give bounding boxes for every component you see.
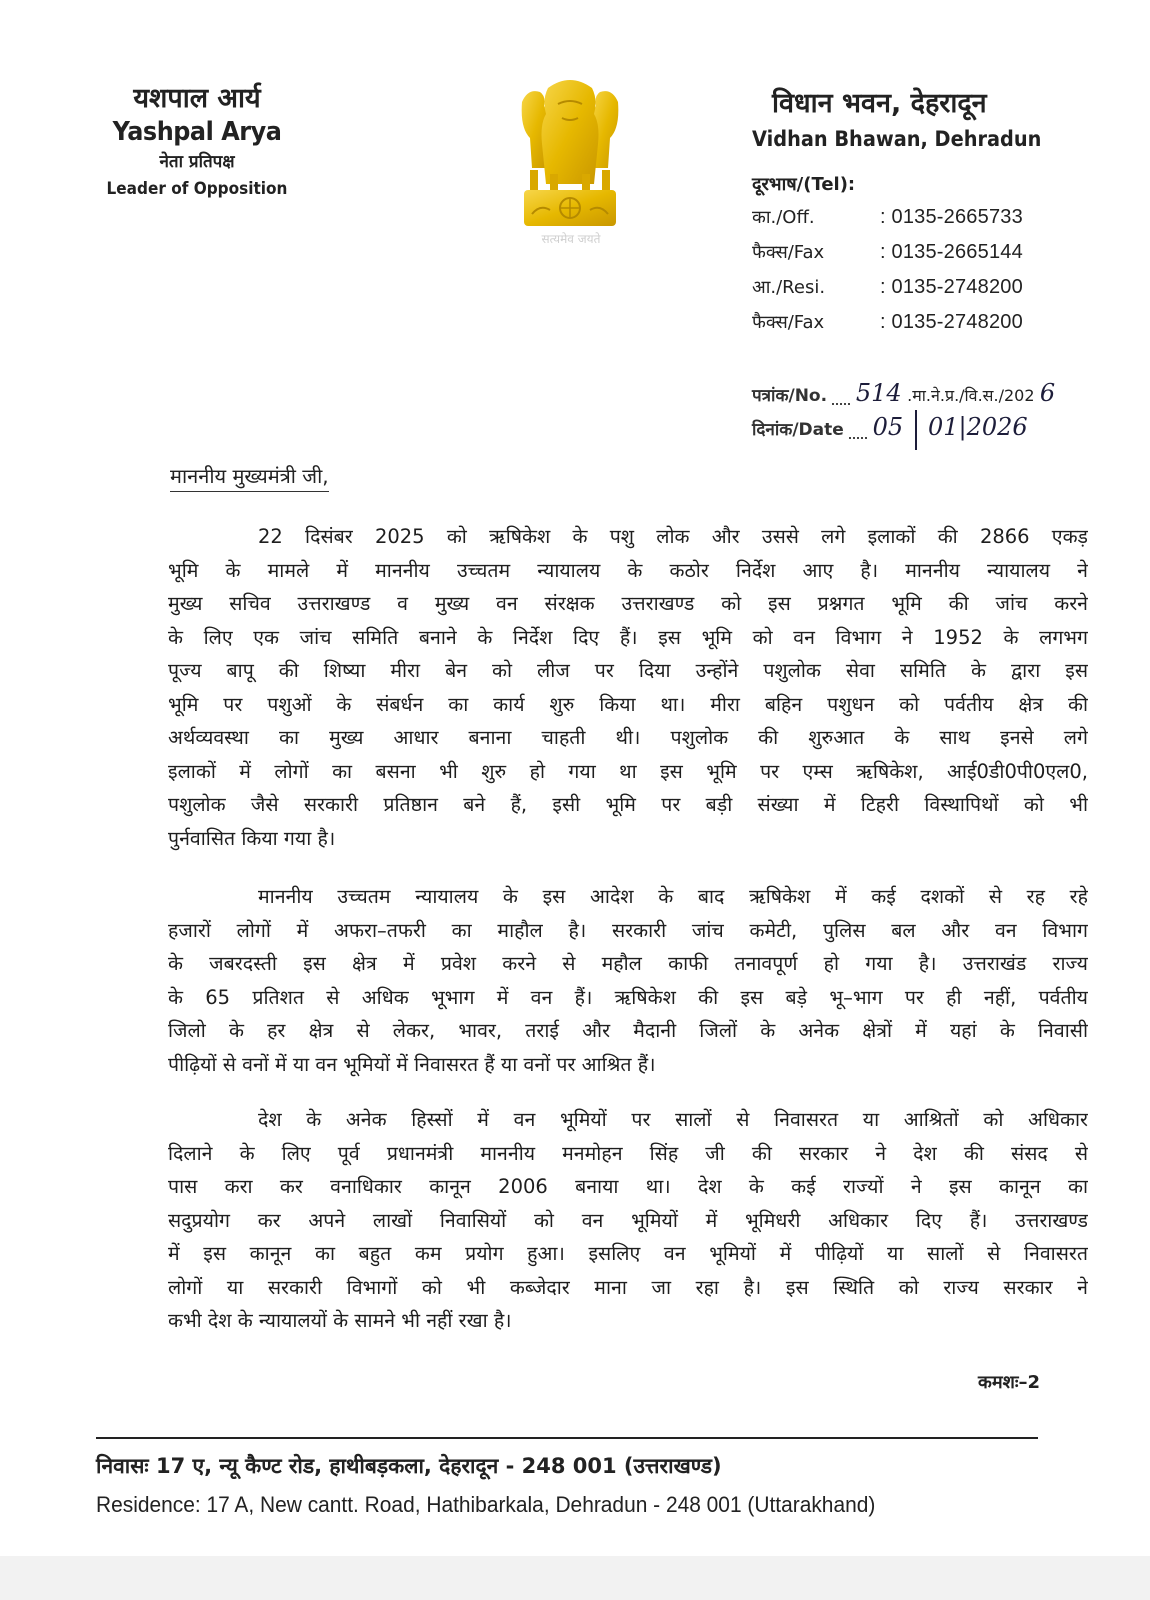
office-place-english: Vidhan Bhawan, Dehradun	[752, 127, 1042, 151]
date-label: दिनांक/Date	[752, 420, 844, 440]
text-line: पूज्य बापू की शिष्या मीरा बेन को लीज पर दिया उन्होंने पशुलोक सेवा समिति के द्वारा इस	[168, 659, 1088, 682]
phone-number: : 0135-2748200	[880, 276, 1023, 298]
text-line: सदुप्रयोग कर अपने लाखों निवासियों को वन भूमियों में भूमिधरी अधिकार दिए हैं। उत्तराखण्ड	[168, 1208, 1088, 1232]
office-block	[752, 84, 1112, 340]
text-line: पास करा कर वनाधिकार कानून 2006 बनाया था। देश के कई राज्यों ने इस कानून का	[168, 1175, 1088, 1198]
phone-label: का./Off.	[752, 207, 815, 228]
text-line: माननीय उच्चतम न्यायालय के इस आदेश के बाद ऋषिकेश में कई दशकों से रह रहे	[258, 885, 1088, 908]
text-line: भूमि के मामले में माननीय उच्चतम न्यायालय के कठोर निर्देश आए है। माननीय न्यायालय ने	[168, 558, 1088, 582]
footer-divider	[96, 1437, 1038, 1439]
text-line: के 65 प्रतिशत से अधिक भूभाग में वन हैं। ऋषिकेश की इस बड़े भू–भाग पर ही नहीं, पर्वतीय	[168, 985, 1088, 1009]
phone-row-office	[752, 200, 1112, 235]
text-line: पुर्नवासित किया गया है।	[168, 826, 336, 850]
office-place-hindi: विधान भवन, देहरादून	[772, 88, 987, 119]
text-line: के जबरदस्ती इस क्षेत्र में प्रवेश करने से महौल काफी तनावपूर्ण हो गया है। उत्तराखंड राज्य	[168, 952, 1088, 975]
reference-label: पत्रांक/No.	[752, 386, 828, 406]
text-line: देश के अनेक हिस्सों में वन भूमियों पर सालों से निवासरत या आश्रितों को अधिकार	[258, 1108, 1088, 1131]
text-line: लोगों या सरकारी विभागों को भी कब्जेदार माना जा रहा है। इस स्थिति को राज्य सरकार ने	[168, 1275, 1088, 1299]
phone-row-residence-fax	[752, 305, 1112, 340]
reference-block	[752, 376, 1112, 444]
date-separator	[915, 410, 917, 450]
phone-row-office-fax	[752, 235, 1112, 270]
text-line: में इस कानून का बहुत कम प्रयोग हुआ। इसलिए वन भूमियों में पीढ़ियों या सालों से निवासरत	[168, 1242, 1088, 1265]
text-line: हजारों लोगों में अफरा–तफरी का माहौल है। सरकारी जांच कमेटी, पुलिस बल और वन विभाग	[168, 918, 1088, 942]
date-row	[752, 410, 1112, 444]
reference-number-handwritten: 514	[855, 379, 902, 407]
text-line: मुख्य सचिव उत्तराखण्ड व मुख्य वन संरक्षक उत्तराखण्ड को इस प्रश्नगत भूमि की जांच करने	[168, 592, 1088, 615]
sender-name-english: Yashpal Arya	[112, 117, 282, 147]
sender-block	[92, 82, 302, 202]
emblem-motto: सत्यमेव जयते	[541, 232, 601, 246]
phone-number: : 0135-2748200	[880, 311, 1023, 333]
text-line: दिलाने के लिए पूर्व प्रधानमंत्री माननीय मनमोहन सिंह जी की सरकार ने देश की संसद से	[168, 1141, 1088, 1165]
text-line: इलाकों में लोगों का बसना भी शुरु हो गया था इस भूमि पर एम्स ऋषिकेश, आई0डी0पी0एल0,	[168, 759, 1088, 783]
phone-label: फैक्स/Fax	[752, 242, 825, 263]
phone-label: आ./Resi.	[752, 277, 826, 298]
national-emblem-icon	[510, 74, 630, 254]
phone-label: फैक्स/Fax	[752, 312, 825, 333]
reference-year-digit: 6	[1039, 379, 1056, 407]
phone-number: : 0135-2665144	[880, 241, 1023, 263]
residence-address-english: Residence: 17 A, New cantt. Road, Hathibarkala, Dehradun - 248 001 (Uttarakhand)	[96, 1492, 876, 1517]
telephone-heading: दूरभाष/(Tel):	[752, 174, 856, 195]
reference-suffix: .मा.ने.प्र./वि.स./202	[907, 386, 1035, 405]
paragraph-2	[168, 880, 1088, 1081]
text-line: अर्थव्यवस्था का मुख्य आधार बनाना चाहती थी। पशुलोक की शुरुआत के साथ इनसे लगे	[168, 726, 1088, 749]
text-line: 22 दिसंबर 2025 को ऋषिकेश के पशु लोक और उससे लगे इलाकों की 2866 एकड़	[258, 525, 1088, 548]
paragraph-1	[168, 520, 1088, 855]
text-line: के लिए एक जांच समिति बनाने के निर्देश दिए हैं। इस भूमि को वन विभाग ने 1952 के लगभग	[168, 625, 1088, 649]
text-line: जिलो के हर क्षेत्र से लेकर, भावर, तराई और मैदानी जिलों के अनेक क्षेत्रों में यहां के निवासी	[168, 1019, 1088, 1042]
text-line: भूमि पर पशुओं के संबर्धन का कार्य शुरु किया था। मीरा बहिन पशुधन को पर्वतीय क्षेत्र की	[168, 692, 1088, 716]
date-month-year-handwritten: 01|2026	[927, 413, 1028, 441]
paragraph-3	[168, 1103, 1088, 1338]
sender-name-hindi: यशपाल आर्य	[133, 83, 261, 114]
reference-number-row	[752, 376, 1112, 410]
text-line: पीढ़ियों से वनों में या वन भूमियों में निवासरत हैं या वनों पर आश्रित हैं।	[168, 1052, 656, 1076]
phone-number: : 0135-2665733	[880, 206, 1023, 228]
date-day-handwritten: 05	[872, 413, 904, 441]
sender-role-english: Leader of Opposition	[106, 179, 288, 199]
residence-address-hindi: निवासः 17 ए, न्यू कैण्ट रोड, हाथीबड़कला, देहरादून - 248 001 (उत्तराखण्ड)	[96, 1454, 722, 1478]
text-line: कभी देश के न्यायालयों के सामने भी नहीं रखा है।	[168, 1309, 512, 1332]
text-line: पशुलोक जैसे सरकारी प्रतिष्ठान बने हैं, इसी भूमि पर बड़ी संख्या में टिहरी विस्थापिथों को भी	[168, 793, 1088, 816]
sender-role-hindi: नेता प्रतिपक्ष	[159, 152, 235, 172]
continued-marker: कमशः–2	[978, 1372, 1040, 1393]
salutation: माननीय मुख्यमंत्री जी,	[170, 462, 329, 492]
phone-row-residence	[752, 270, 1112, 305]
